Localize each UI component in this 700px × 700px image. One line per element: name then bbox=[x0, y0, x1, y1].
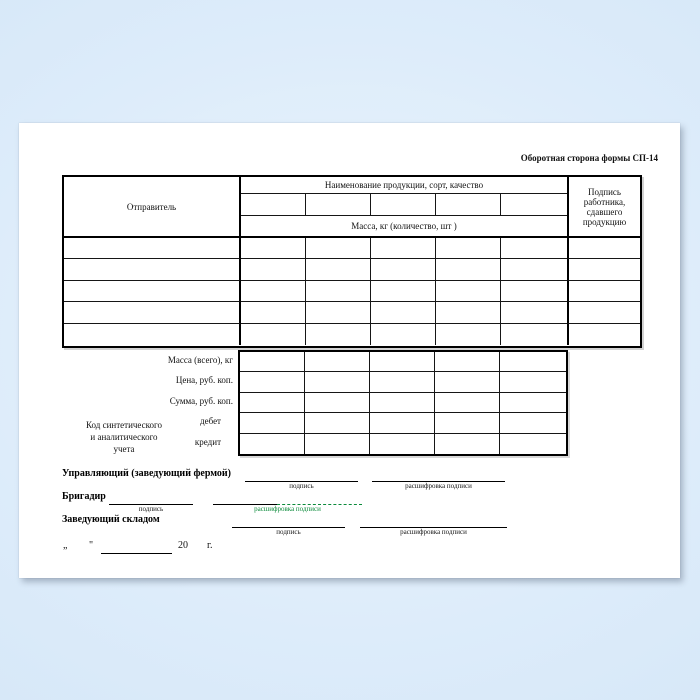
empty-cell bbox=[240, 372, 305, 392]
empty-cell bbox=[306, 281, 371, 302]
date-year-suffix: г. bbox=[207, 540, 213, 551]
manager-name-line bbox=[372, 468, 505, 482]
summary-label-sum: Сумма, руб. коп. bbox=[169, 396, 233, 406]
empty-cell bbox=[436, 238, 501, 259]
empty-cell bbox=[64, 238, 241, 259]
empty-cell bbox=[240, 413, 305, 433]
brigadier-name-line-green bbox=[277, 491, 362, 505]
sender-header-cell: Отправитель bbox=[64, 177, 241, 238]
empty-cell bbox=[371, 238, 436, 259]
account-code-label bbox=[44, 419, 204, 455]
empty-cell bbox=[64, 259, 241, 280]
brigadier-sign-caption: подпись bbox=[138, 505, 164, 513]
empty-cell bbox=[241, 302, 306, 323]
summary-label-mass: Масса (всего), кг bbox=[167, 355, 233, 365]
empty-cell bbox=[305, 352, 370, 372]
empty-cell bbox=[567, 238, 640, 259]
empty-cell bbox=[370, 372, 435, 392]
empty-cell bbox=[306, 324, 371, 345]
date-century: 20 bbox=[178, 540, 188, 551]
account-code-line3: учета bbox=[113, 444, 135, 454]
account-code-line1: Код синтетического bbox=[85, 420, 163, 430]
empty-cell bbox=[370, 434, 435, 454]
storekeeper-name-line bbox=[360, 514, 507, 528]
date-blank-line bbox=[101, 540, 172, 554]
empty-cell bbox=[436, 194, 501, 216]
brigadier-role-label: Бригадир bbox=[62, 491, 106, 502]
date-open-quote: „ bbox=[63, 540, 68, 551]
empty-cell bbox=[567, 259, 640, 280]
empty-cell bbox=[64, 281, 241, 302]
summary-label-credit: кредит bbox=[194, 437, 221, 447]
empty-cell bbox=[241, 259, 306, 280]
manager-name-caption: расшифровка подписи bbox=[405, 482, 472, 490]
storekeeper-name-caption: расшифровка подписи bbox=[400, 528, 467, 536]
empty-cell bbox=[500, 372, 566, 392]
storekeeper-role-label: Заведующий складом bbox=[62, 514, 160, 525]
empty-cell bbox=[501, 281, 567, 302]
signature-header-cell: Подпись работника, сдавшего продукцию bbox=[567, 177, 640, 238]
storekeeper-sign-caption: подпись bbox=[276, 528, 301, 536]
summary-label-price: Цена, руб. коп. bbox=[175, 375, 233, 385]
summary-table bbox=[238, 350, 568, 456]
empty-cell bbox=[500, 413, 566, 433]
empty-cell bbox=[501, 238, 567, 259]
empty-cell bbox=[240, 434, 305, 454]
brigadier-signature-line bbox=[109, 491, 193, 505]
empty-cell bbox=[436, 302, 501, 323]
empty-cell bbox=[240, 352, 305, 372]
empty-cell bbox=[501, 324, 567, 345]
empty-cell bbox=[436, 259, 501, 280]
empty-cell bbox=[370, 413, 435, 433]
empty-cell bbox=[435, 352, 500, 372]
empty-cell bbox=[501, 259, 567, 280]
mass-header-cell: Масса, кг (количество, шт ) bbox=[241, 216, 567, 238]
empty-cell bbox=[64, 324, 241, 345]
empty-cell bbox=[306, 194, 371, 216]
empty-cell bbox=[64, 302, 241, 323]
empty-cell bbox=[500, 352, 566, 372]
empty-cell bbox=[241, 281, 306, 302]
empty-cell bbox=[500, 393, 566, 413]
empty-cell bbox=[371, 324, 436, 345]
empty-cell bbox=[567, 302, 640, 323]
empty-cell bbox=[241, 324, 306, 345]
empty-cell bbox=[501, 194, 567, 216]
storekeeper-signature-line bbox=[232, 514, 345, 528]
empty-cell bbox=[435, 434, 500, 454]
empty-cell bbox=[371, 259, 436, 280]
empty-cell bbox=[306, 302, 371, 323]
brigadier-name-line bbox=[213, 491, 277, 505]
empty-cell bbox=[435, 372, 500, 392]
empty-cell bbox=[241, 238, 306, 259]
product-header-cell: Наименование продукции, сорт, качество bbox=[241, 177, 567, 194]
empty-cell bbox=[567, 324, 640, 345]
brigadier-name-caption: расшифровка подписи bbox=[254, 505, 321, 513]
empty-cell bbox=[567, 281, 640, 302]
document-page bbox=[19, 123, 680, 578]
empty-cell bbox=[306, 259, 371, 280]
date-close-quote: " bbox=[89, 540, 94, 551]
empty-cell bbox=[306, 238, 371, 259]
form-note: Оборотная сторона формы СП-14 bbox=[520, 153, 658, 163]
main-table bbox=[62, 175, 642, 348]
empty-cell bbox=[305, 372, 370, 392]
empty-cell bbox=[240, 393, 305, 413]
empty-cell bbox=[435, 393, 500, 413]
empty-cell bbox=[436, 281, 501, 302]
empty-cell bbox=[370, 393, 435, 413]
summary-label-debit: дебет bbox=[200, 416, 221, 426]
empty-cell bbox=[435, 413, 500, 433]
manager-signature-line bbox=[245, 468, 358, 482]
empty-cell bbox=[305, 434, 370, 454]
empty-cell bbox=[371, 302, 436, 323]
empty-cell bbox=[371, 281, 436, 302]
manager-sign-caption: подпись bbox=[289, 482, 314, 490]
empty-cell bbox=[370, 352, 435, 372]
empty-cell bbox=[305, 413, 370, 433]
account-code-line2: и аналитического bbox=[90, 432, 158, 442]
empty-cell bbox=[436, 324, 501, 345]
empty-cell bbox=[501, 302, 567, 323]
empty-cell bbox=[500, 434, 566, 454]
empty-cell bbox=[305, 393, 370, 413]
manager-role-label: Управляющий (заведующий фермой) bbox=[62, 468, 231, 479]
empty-cell bbox=[241, 194, 306, 216]
empty-cell bbox=[371, 194, 436, 216]
